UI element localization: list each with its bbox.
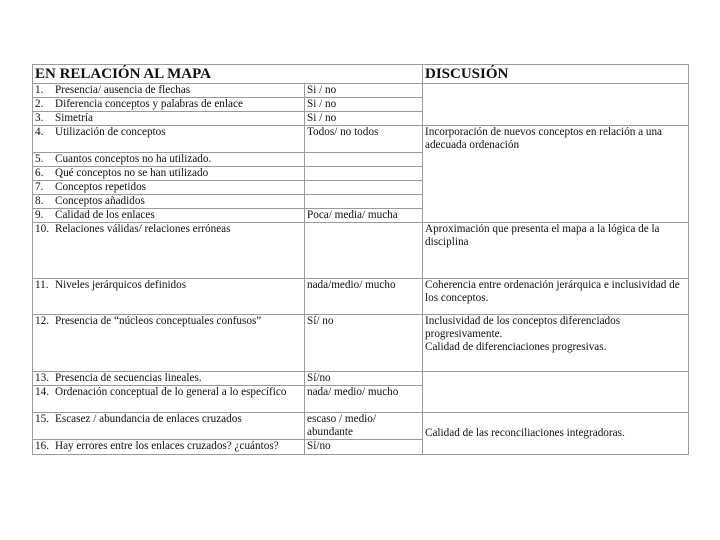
header-discussion: DISCUSIÓN bbox=[423, 65, 689, 84]
discussion-hierarchy-coherence: Coherencia entre ordenación jerárquica e inclusividad de los conceptos. bbox=[423, 279, 689, 315]
table-row bbox=[33, 279, 689, 315]
row-criterion: Utilización de conceptos bbox=[55, 126, 166, 138]
row-number: 3. bbox=[35, 112, 44, 124]
row-criterion: Qué conceptos no se han utilizado bbox=[55, 167, 209, 179]
row-value: Sí/no bbox=[305, 440, 423, 455]
table-row bbox=[33, 223, 689, 279]
row-criterion: Presencia/ ausencia de flechas bbox=[55, 84, 191, 96]
evaluation-table bbox=[32, 64, 689, 455]
row-number: 13. bbox=[35, 372, 49, 384]
row-number: 10. bbox=[35, 223, 49, 235]
row-value bbox=[305, 195, 423, 209]
row-criterion: Ordenación conceptual de lo general a lo específico bbox=[55, 386, 287, 398]
row-value: Sí/ no bbox=[305, 315, 423, 372]
row-criterion: Hay errores entre los enlaces cruzados? ¿cuántos? bbox=[55, 440, 279, 452]
row-value: nada/ medio/ mucho bbox=[305, 386, 423, 413]
row-value: Sí/no bbox=[305, 372, 423, 386]
row-criterion: Conceptos repetidos bbox=[55, 181, 147, 193]
row-value bbox=[305, 153, 423, 167]
row-number: 8. bbox=[35, 195, 44, 207]
discussion-progressive-differentiation bbox=[423, 315, 689, 372]
row-criterion: Cuantos conceptos no ha utilizado. bbox=[55, 153, 212, 165]
discussion-differentiation-quality: Calidad de diferenciaciones progresivas. bbox=[425, 341, 607, 353]
row-criterion: Relaciones válidas/ relaciones erróneas bbox=[55, 223, 231, 235]
row-value bbox=[305, 167, 423, 181]
row-value bbox=[305, 223, 423, 279]
row-criterion: Escasez / abundancia de enlaces cruzados bbox=[55, 413, 242, 425]
discussion-inclusivity: Inclusividad de los conceptos diferenciados progresivamente. bbox=[425, 315, 621, 340]
row-criterion: Presencia de “núcleos conceptuales confusos” bbox=[55, 315, 262, 327]
row-criterion: Presencia de secuencias lineales. bbox=[55, 372, 202, 384]
row-criterion: Simetría bbox=[55, 112, 93, 124]
row-value: nada/medio/ mucho bbox=[305, 279, 423, 315]
row-number: 15. bbox=[35, 413, 49, 425]
row-number: 7. bbox=[35, 181, 44, 193]
table-row bbox=[33, 413, 689, 440]
row-criterion: Diferencia conceptos y palabras de enlace bbox=[55, 98, 243, 110]
table-row bbox=[33, 126, 689, 153]
row-value: Si / no bbox=[305, 84, 423, 98]
row-value: Si / no bbox=[305, 112, 423, 126]
row-value: Todos/ no todos bbox=[305, 126, 423, 153]
discussion-discipline-logic: Aproximación que presenta el mapa a la lógica de la disciplina bbox=[423, 223, 689, 279]
row-number: 12. bbox=[35, 315, 49, 327]
row-value: Si / no bbox=[305, 98, 423, 112]
row-value: Poca/ media/ mucha bbox=[305, 209, 423, 223]
row-number: 4. bbox=[35, 126, 44, 138]
row-number: 5. bbox=[35, 153, 44, 165]
table-row bbox=[33, 84, 689, 98]
row-number: 2. bbox=[35, 98, 44, 110]
header-map: EN RELACIÓN AL MAPA bbox=[33, 65, 423, 84]
row-criterion: Calidad de los enlaces bbox=[55, 209, 155, 221]
table-row bbox=[33, 315, 689, 372]
row-number: 14. bbox=[35, 386, 49, 398]
row-criterion: Niveles jerárquicos definidos bbox=[55, 279, 187, 291]
row-criterion: Conceptos añadidos bbox=[55, 195, 145, 207]
row-number: 11. bbox=[35, 279, 49, 291]
row-number: 1. bbox=[35, 84, 44, 96]
discussion-integrative-reconciliation: Calidad de las reconciliaciones integradoras. bbox=[423, 413, 689, 455]
discussion-new-concepts: Incorporación de nuevos conceptos en relación a una adecuada ordenación bbox=[423, 126, 689, 223]
row-value bbox=[305, 181, 423, 195]
row-value: escaso / medio/ abundante bbox=[305, 413, 423, 440]
discussion-cell-empty bbox=[423, 372, 689, 413]
table-row bbox=[33, 372, 689, 386]
row-number: 16. bbox=[35, 440, 49, 452]
row-number: 6. bbox=[35, 167, 44, 179]
discussion-cell-empty bbox=[423, 84, 689, 126]
row-number: 9. bbox=[35, 209, 44, 221]
table-header-row bbox=[33, 65, 689, 84]
